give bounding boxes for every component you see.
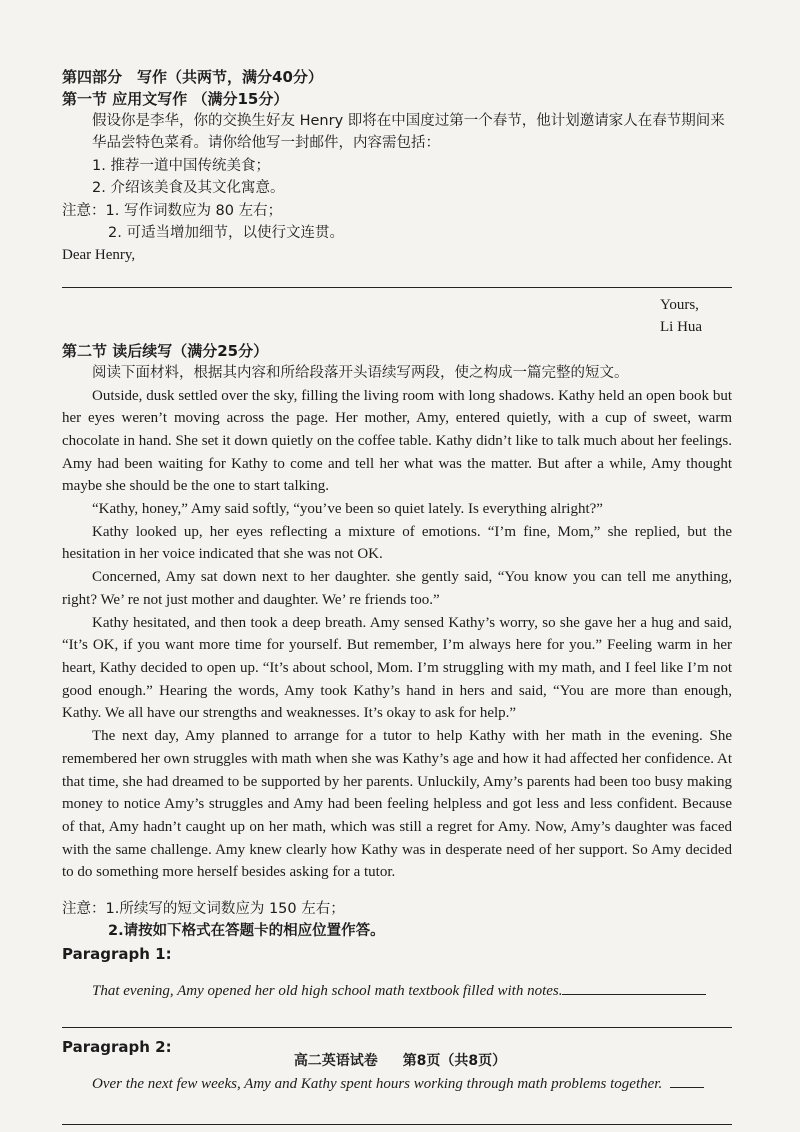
answer-line	[62, 1110, 732, 1125]
salutation: Dear Henry,	[62, 247, 136, 264]
section2-note-2: 2.请按如下格式在答题卡的相应位置作答。	[108, 923, 385, 940]
paragraph2-label: Paragraph 2:	[62, 1037, 172, 1056]
exam-page	[62, 66, 732, 1125]
paragraph1-blank	[562, 980, 706, 995]
paragraph2-start-text: Over the next few weeks, Amy and Kathy spent hours working through math problems together.	[92, 1075, 663, 1092]
closing: Yours,	[660, 297, 699, 314]
section1-item-1: 1. 推荐一道中国传统美食；	[92, 157, 270, 174]
page-footer	[0, 1050, 800, 1070]
passage-paragraph: The next day, Amy planned to arrange for a tutor to help Kathy with her math in the evening. She remembered her own struggles with math when she was Kathy’s age and how it had affected her confidence. At that time, she had dreamed to be supported by her parents. Unluckily, Amy’s parents had been too busy making money to notice Amy’s struggles and Amy had been feeling helpless and got less and less confident. Because of that, Amy hadn’t caught up on her math, which was still a regret for Amy. Now, Amy’s daughter was faced with the same challenge. Amy knew clearly how Kathy was in desperate need of her support. So Amy decided to do something more herself besides asking for a tutor.	[62, 728, 732, 881]
footer-page-number: 第8页（共8页）	[402, 1053, 507, 1069]
section1-item-2: 2. 介绍该美食及其文化寓意。	[92, 180, 285, 197]
section2-note-1	[62, 898, 732, 920]
signature: Li Hua	[660, 319, 703, 336]
paragraph1-label: Paragraph 1:	[62, 944, 172, 963]
answer-line	[62, 267, 732, 288]
section2-instruction: 阅读下面材料，根据其内容和所给段落开头语续写两段，使之构成一篇完整的短文。	[92, 365, 629, 382]
answer-line	[62, 1017, 732, 1028]
note-text: 1. 写作词数应为 80 左右；	[105, 202, 283, 219]
note-label: 注意：	[62, 202, 106, 219]
note-label: 注意：	[62, 901, 106, 918]
passage-paragraph: Outside, dusk settled over the sky, filling the living room with long shadows. Kathy held an open book but her eyes weren’t moving across the page. Her mother, Amy, entered quietly, with a cup of sweet, warm chocolate in hand. She set it down quietly on the coffee table. Kathy didn’t like to talk much about her feelings. Amy had been waiting for Kathy to come and tell her what was the matter. But after a while, Amy thought maybe she should be the one to start talking.	[62, 387, 732, 495]
passage-paragraph: “Kathy, honey,” Amy said softly, “you’ve been so quiet lately. Is everything alright?”	[92, 501, 603, 518]
footer-subject: 高二英语试卷	[293, 1053, 378, 1069]
part-title: 第四部分 写作（共两节，满分40分）	[62, 68, 323, 86]
section1-title: 第一节 应用文写作 （满分15分）	[62, 90, 289, 108]
passage-paragraph: Concerned, Amy sat down next to her daughter. she gently said, “You know you can tell me anything, right? We’ re not just mother and daughter. We’ re friends too.”	[62, 569, 732, 608]
section2-title: 第二节 读后续写（满分25分）	[62, 342, 269, 361]
paragraph1-start	[62, 980, 732, 1002]
passage-paragraph: Kathy hesitated, and then took a deep breath. Amy sensed Kathy’s worry, so she gave her a hug and said, “It’s OK, if you want more time for yourself. But remember, I’m always here for you.” Feeling warm in her heart, Kathy decided to open up. “It’s about school, Mom. I’m struggling with my math, and I feel like I’m not good enough.” Hearing the words, Amy took Kathy’s hand in hers and said, “You are more than enough, Kathy. We all have our strengths and weaknesses. It’s okay to ask for help.”	[62, 614, 732, 722]
note-text: 1.所续写的短文词数应为 150 左右；	[105, 901, 345, 918]
paragraph2-blank	[670, 1073, 704, 1088]
section1-note-2: 2. 可适当增加细节，以使行文连贯。	[108, 225, 344, 242]
paragraph2-start	[62, 1073, 732, 1095]
signature-block	[62, 294, 732, 338]
section1-note-1	[62, 200, 732, 222]
paragraph1-start-text: That evening, Amy opened her old high school math textbook filled with notes.	[92, 982, 563, 999]
passage-paragraph: Kathy looked up, her eyes reflecting a mixture of emotions. “I’m fine, Mom,” she replied, but the hesitation in her voice indicated that she was not OK.	[62, 523, 732, 563]
section1-prompt: 假设你是李华，你的交换生好友 Henry 即将在中国度过第一个春节，他计划邀请家人在春节期间来华品尝特色菜肴。请你给他写一封邮件，内容需包括：	[92, 113, 725, 152]
